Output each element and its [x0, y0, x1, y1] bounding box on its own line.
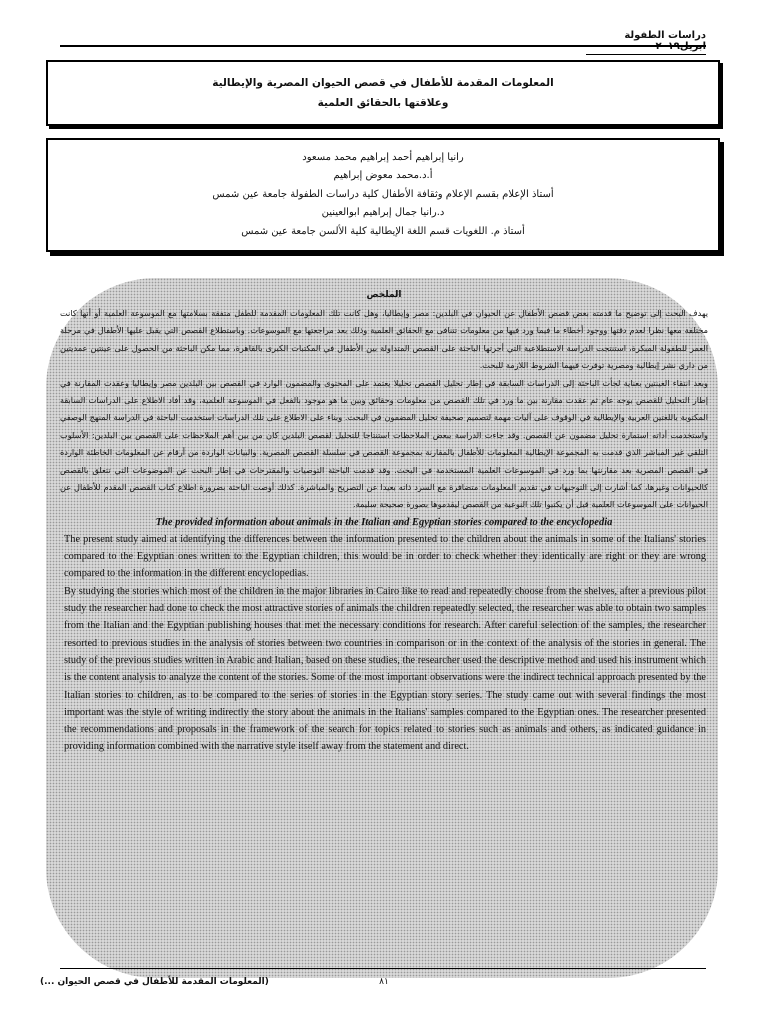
title-box: [46, 60, 720, 126]
journal-header: دراسات الطفولة ابريل٢٠١٩: [586, 30, 706, 55]
author-3-affiliation: أستاذ م. اللغويات قسم اللغة الإيطالية كلية الألسن جامعة عين شمس: [241, 225, 525, 237]
paper-title-line-2: وعلاقتها بالحقائق العلمية: [317, 97, 449, 109]
english-abstract-paragraph: The present study aimed at identifying the differences between the information presented to the children about the animals in some of the Italians' stories compared to the Egyptian ones written to the Egyptian children, this would be in order to check whether they identically are right or they are wrong compared to the information in the different encyclopedias.: [64, 533, 706, 580]
paper-title-line-1: المعلومات المقدمة للأطفال في قصص الحيوان المصرية والإيطالية: [212, 77, 554, 89]
abstract-section: [58, 290, 710, 756]
author-2: أ.د.محمد معوض إبراهيم: [333, 170, 433, 182]
footer-running-title: (المعلومات المقدمة للأطفال في قصص الحيوان ...): [40, 977, 269, 987]
author-2-affiliation: أستاذ الإعلام بقسم الإعلام وثقافة الأطفال كلية دراسات الطفولة جامعة عين شمس: [212, 188, 554, 200]
arabic-abstract-paragraph: يهدف البحث إلى توضيح ما قدمته بعض قصص الأطفال عن الحيوان في البلدين: مصر وإيطاليا، وهل كانت تلك المعلومات المقدمة للطفل متفقة بسلامتها مع الموسوعة العلمية أو أنها كانت مختلفة معها نظرا لعدم دقتها ووجود أخطاء ما فيما ورد فيها من معلومات تتنافى مع الحقائق العلمية وذلك بعد مراجعتها مع الموسوعات. وباستطلاع القصص التي يقبل عليها الأطفال في مرحلة العمر للطفولة المبكرة، استنتجت الدراسة الاستطلاعية التي أجرتها الباحثة على القصص المتداولة بين الأطفال في المكتبات الكبرى بالقاهرة، مما مكن الباحثة من الحصول على عينتين عمديتين من داري نشر إيطالية ومصرية توفرت فيهما الشروط اللازمة للبحث.: [60, 308, 708, 371]
authors-box: [46, 138, 720, 252]
english-abstract-paragraph: By studying the stories which most of the children in the major libraries in Cairo like to read and repeatedly choose from the shelves, after a previous pilot study the researcher had done to check the most attractive stories of animals the children repeatedly selected, the researcher was able to obtain two samples from the Italian and the Egyptian publishing houses that met the necessary conditions for research. After careful selection of the samples, the researcher resorted to previous studies in the analysis of stories between two countries in comparison or in the context of the analysis of the stories in general. The study of the previous studies written in Arabic and Italian, based on these studies, the researcher used the descriptive method and used his instrument which is the content analysis to analyze the content of the stories. Some of the most important observations were the indirect technical approach presented by the Italian stories to children, as to be compared to the series of stories in the Egyptian story series. The study came out with several findings the most important was the style of writing indirectly the story about the animals in the Italians' samples compared to the Egyptian ones. The researcher presented the recommendations and proposals in the framework of the search for topics related to stories such as animals and others, as indicated guidance in providing information combined with the narrative style itself away from the statement and direct.: [64, 585, 706, 753]
arabic-abstract-paragraph: وبعد انتقاء العينتين بعناية لجأت الباحثة إلى الدراسات السابقة في إطار تحليل القصص تحليلا يعتمد على المحتوى والمضمون الوارد في القصص بين البلدين مصر وإيطاليا وعقدت المقارنة في إطار التحليل للقصص بوجه عام ثم عقدت مقارنة بين ما ورد في تلك القصص من معلومات وحقائق وبين ما هو موجود بالفعل في الموسوعة العلمية، وقد أفاد الاطلاع على الدراسات السابقة المكتوبة باللغتين العربية والإيطالية في الوقوف على آليات مهمة لتصميم صحيفة تحليل المضمون في البحث. وبناء على الاطلاع على تلك الدراسات استخدمت الباحثة في الدراسة المنهج الوصفي واستخدمت أداته استمارة تحليل مضمون عن القصص. وقد جاءت الدراسة ببعض الملاحظات استنتاجا للتحليل لقصص البلدين كان من بين أهم الملاحظات على القصص بين البلدين: الأسلوب التلقي غير المباشر الذي قدمت به المجموعة الإيطالية المعلومات للأطفال بالمقارنة بمجموعة القصص في سلسلة القصص المصرية. والبيانات الواردة من أرقام عن المعلومات الخاطئة الواردة في القصص المصرية بعد مقارنتها بما ورد في الموسوعات العلمية المستخدمة في البحث. وقد قدمت الباحثة التوصيات والمقترحات في إطار البحث عن الموضوعات التي تتعلق بالقصص كالحيوانات وغيرها، كما أشارت إلى التوجيهات في تقديم المعلومات متضافرة مع السرد ذاته بعيدا عن التصريح والمباشرة. كذلك أوصت الباحثة بضرورة اطلاع كتاب القصص المقدم للأطفال عن الحيوانات على الموسوعات العلمية قبل أن يكتبوا تلك النوعية من القصص ليقدموها بصورة صحيحة سليمة.: [60, 377, 708, 510]
english-abstract-title: The provided information about animals in the Italian and Egyptian stories compared to the encyclopedia: [155, 516, 613, 528]
page-number: ٨١: [379, 977, 389, 987]
footer-rule: [60, 968, 706, 969]
arabic-abstract-heading: الملخص: [366, 290, 402, 300]
author-3: د.رانيا جمال إبراهيم ابوالعينين: [321, 207, 445, 219]
author-1: رانيا إبراهيم أحمد إبراهيم محمد مسعود: [302, 151, 464, 163]
header-rule: [60, 45, 706, 47]
